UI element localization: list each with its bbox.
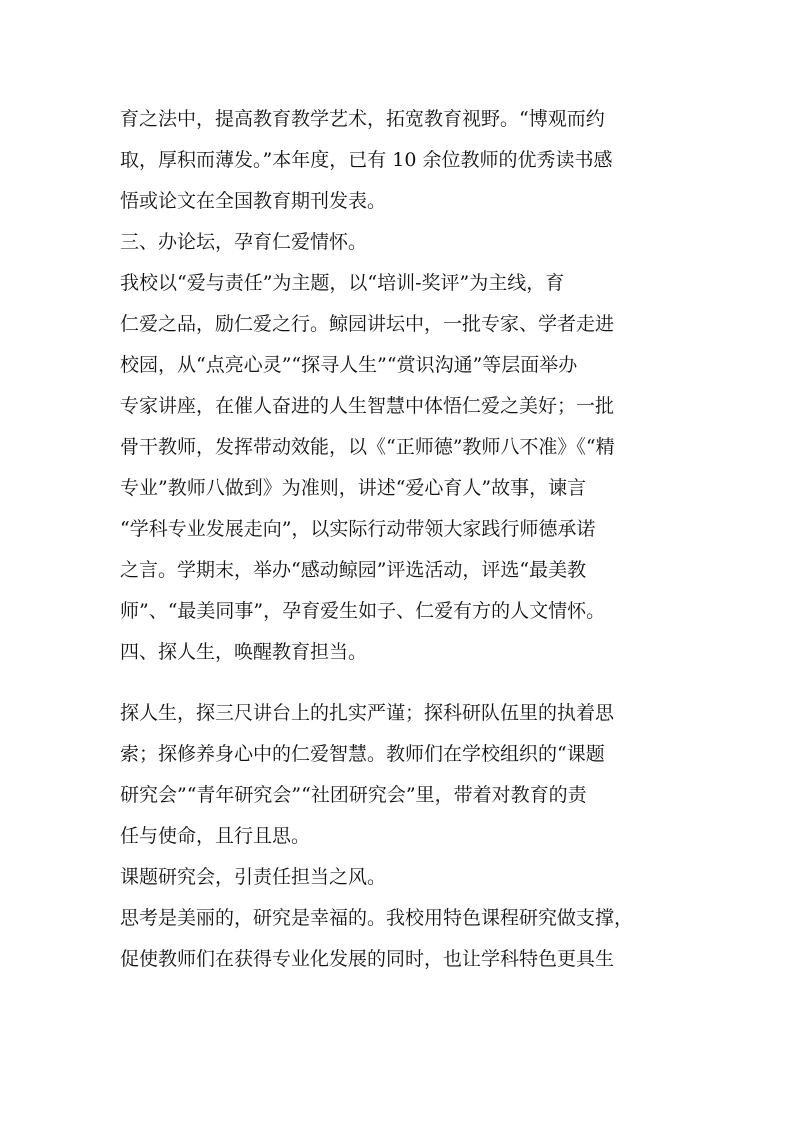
text-line: 专家讲座，在催人奋进的人生智慧中体悟仁爱之美好；一批	[120, 395, 615, 417]
text-line: 之言。学期末，举办“感动鲸园”评选活动，评选“最美教	[120, 559, 587, 581]
text-line: 校园，从“点亮心灵”“探寻人生”“赏识沟通”等层面举办	[120, 354, 578, 376]
text-line: 骨干教师，发挥带动效能，以《“正师德”教师八不准》《“精	[120, 436, 615, 458]
text-line: 思考是美丽的，研究是幸福的。我校用特色课程研究做支撑，	[120, 907, 634, 929]
text-line: 育之法中，提高教育教学艺术，拓宽教育视野。“博观而约	[120, 108, 605, 130]
text-line: 促使教师们在获得专业化发展的同时，也让学科特色更具生	[120, 948, 615, 970]
text-line: 师”、“最美同事”，孕育爱生如子、仁爱有方的人文情怀。	[120, 600, 606, 622]
text-line: 专业”教师八做到》为准则，讲述“爱心育人”故事，谏言	[120, 477, 587, 499]
subsection-heading: 课题研究会，引责任担当之风。	[120, 866, 387, 888]
section-heading: 三、办论坛，孕育仁爱情怀。	[120, 231, 368, 253]
text-line: 我校以“爱与责任”为主题，以“培训-奖评”为主线，育	[120, 272, 565, 294]
section-heading: 四、探人生，唤醒教育担当。	[120, 641, 368, 663]
text-line: 探人生，探三尺讲台上的扎实严谨；探科研队伍里的执着思	[120, 702, 615, 724]
text-line: 仁爱之品，励仁爱之行。鲸园讲坛中，一批专家、学者走进	[120, 313, 615, 335]
text-line: “学科专业发展走向”，以实际行动带领大家践行师德承诺	[120, 518, 596, 540]
text-line: 任与使命，且行且思。	[120, 825, 311, 847]
text-line: 悟或论文在全国教育期刊发表。	[120, 190, 387, 212]
text-line: 研究会”“青年研究会”“社团研究会”里，带着对教育的责	[120, 784, 587, 806]
text-line: 索；探修养身心中的仁爱智慧。教师们在学校组织的“课题	[120, 743, 605, 765]
text-line: 取，厚积而薄发。”本年度，已有 10 余位教师的优秀读书感	[120, 149, 613, 171]
